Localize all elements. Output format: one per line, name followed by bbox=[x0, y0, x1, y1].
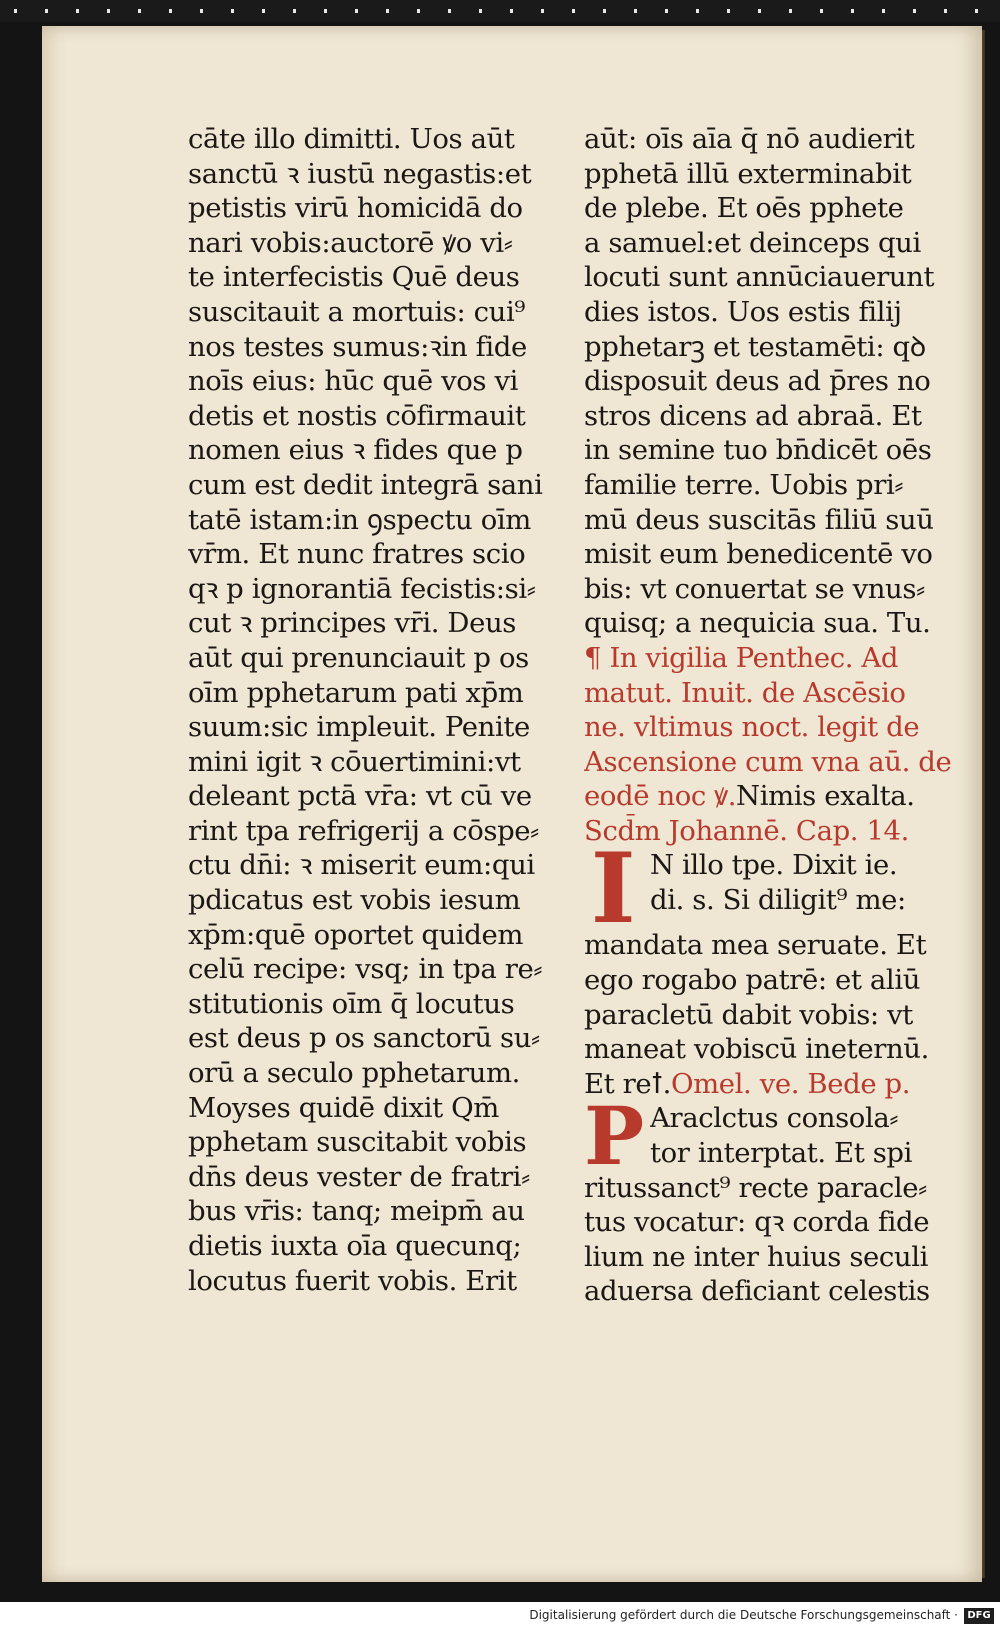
homily-rubric: Omel. ve. Bede p. bbox=[670, 1067, 911, 1100]
rubric-line bbox=[584, 779, 954, 814]
gospel-heading: Scd̄m Johannē. Cap. 14. bbox=[584, 814, 909, 847]
funding-notice: Digitalisierung gefördert durch die Deutsche Forschungsgemeinschaft · bbox=[529, 1608, 958, 1622]
text-line: suum:sic impleuit. Penite bbox=[188, 711, 530, 744]
text-line: aduersa deficiant celestis bbox=[584, 1275, 930, 1308]
text-line: cāte illo dimitti. Uos aūt bbox=[188, 123, 515, 155]
rubric-line: ¶ In vigilia Penthec. Ad bbox=[584, 641, 899, 674]
rubric-line: Ascensione cum vna aū. de bbox=[584, 745, 952, 778]
gospel-paragraph bbox=[584, 848, 954, 928]
text-line: est deus p os sanctorū su⸗ bbox=[188, 1022, 540, 1055]
text-line: mū deus suscitās filiū suū bbox=[584, 503, 934, 536]
text-line: petistis virū homicidā do bbox=[188, 192, 523, 225]
text-line: locutus fuerit vobis. Erit bbox=[188, 1264, 517, 1297]
text-line: sanctū ꝛ iustū negastis:et bbox=[188, 157, 532, 190]
text-line: tus vocatur: qꝛ corda fide bbox=[584, 1206, 930, 1239]
text-line: stros dicens ad abraā. Et bbox=[584, 399, 922, 432]
text-line: noīs eius: hūc quē vos vi bbox=[188, 365, 518, 398]
text-line: Araclctus consola⸗ bbox=[650, 1102, 899, 1135]
text-line: vr̄m. Et nunc fratres scio bbox=[188, 538, 526, 571]
digitization-footer bbox=[0, 1602, 1000, 1632]
drop-initial-i: I bbox=[590, 848, 636, 929]
text-line: bis: vt conuertat se vnus⸗ bbox=[584, 572, 925, 605]
text-line: maneat vobiscū ineternū. bbox=[584, 1033, 929, 1066]
text-line: oīm pphetarum pati xp̄m bbox=[188, 676, 524, 709]
text-line: ritussanct⁹ recte paracle⸗ bbox=[584, 1171, 927, 1204]
text-line: locuti sunt annūciauerunt bbox=[584, 261, 935, 294]
text-line: aūt qui prenunciauit p os bbox=[188, 641, 529, 674]
text-line bbox=[584, 1067, 954, 1102]
text-line: Moyses quidē dixit Qm̄ bbox=[188, 1091, 499, 1124]
text-line: quisq; a nequicia sua. Tu. bbox=[584, 607, 931, 640]
text-line: dietis iuxta oīa quecunq; bbox=[188, 1230, 522, 1262]
text-line: in semine tuo bn̄dicēt oēs bbox=[584, 434, 932, 467]
text-line: suscitauit a mortuis: cui⁹ bbox=[188, 295, 526, 328]
rubric-line: matut. Inuit. de Ascēsio bbox=[584, 676, 906, 709]
text-line: ego rogabo patrē: et aliū bbox=[584, 964, 921, 997]
text-fragment: Et reꝉ. bbox=[584, 1067, 671, 1100]
responsory-incipit: Nimis exalta. bbox=[736, 780, 915, 813]
drop-initial-p: P bbox=[584, 1101, 644, 1171]
rubric-text: eodē noc ꝟ. bbox=[584, 780, 737, 813]
text-line: nari vobis:auctorē ꝟo vi⸗ bbox=[188, 226, 513, 259]
text-line: familie terre. Uobis pri⸗ bbox=[584, 468, 904, 501]
text-line: bus vr̄is: tanq; meipm̄ au bbox=[188, 1195, 525, 1228]
text-line: cut ꝛ principes vr̄i. Deus bbox=[188, 607, 516, 640]
text-line: de plebe. Et oēs pphete bbox=[584, 192, 904, 225]
text-line: detis et nostis cōfirmauit bbox=[188, 399, 526, 432]
text-line: pphetarꝫ et testamēti: qꝺ bbox=[584, 330, 926, 363]
text-line: celū recipe: vsq; in tpa re⸗ bbox=[188, 953, 543, 986]
text-line: xp̄m:quē oportet quidem bbox=[188, 918, 524, 951]
left-text-column bbox=[188, 122, 558, 1298]
rubric-line: ne. vltimus noct. legit de bbox=[584, 711, 920, 744]
text-line: qꝛ p ignorantiā fecistis:si⸗ bbox=[188, 572, 536, 605]
text-line: paracletū dabit vobis: vt bbox=[584, 998, 913, 1031]
right-text-column bbox=[584, 122, 954, 1309]
text-line: misit eum benedicentē vo bbox=[584, 538, 933, 571]
text-line: mini igit ꝛ cōuertimini:vt bbox=[188, 745, 521, 778]
text-line: lium ne inter huius seculi bbox=[584, 1240, 929, 1273]
text-line: di. s. Si diligit⁹ me: bbox=[650, 884, 906, 917]
text-line: pphetā illū exterminabit bbox=[584, 157, 912, 190]
text-line: N illo tpe. Dixit ie. bbox=[650, 849, 898, 882]
text-line: nos testes sumus:ꝛin fide bbox=[188, 330, 527, 363]
text-line: mandata mea seruate. Et bbox=[584, 929, 927, 962]
text-line: te interfecistis Quē deus bbox=[188, 261, 520, 294]
text-line: a samuel:et deinceps qui bbox=[584, 226, 921, 259]
text-line: cum est dedit integrā sani bbox=[188, 468, 543, 501]
text-line: aūt: oīs aīa q̄ nō audierit bbox=[584, 123, 915, 155]
text-line: deleant pctā vr̄a: vt cū ve bbox=[188, 780, 532, 813]
text-line: dn̄s deus vester de fratri⸗ bbox=[188, 1160, 530, 1193]
text-line: ctu dn̄i: ꝛ miserit eum:qui bbox=[188, 849, 535, 882]
text-line: stitutionis oīm q̄ locutus bbox=[188, 987, 515, 1020]
dfg-logo: DFG bbox=[964, 1608, 994, 1624]
text-line: nomen eius ꝛ fides que p bbox=[188, 434, 523, 467]
text-line: orū a seculo pphetarum. bbox=[188, 1057, 520, 1090]
text-line: disposuit deus ad p̄res no bbox=[584, 365, 931, 398]
film-strip-border bbox=[0, 0, 1000, 22]
text-line: tatē istam:in ꝯspectu oīm bbox=[188, 503, 531, 536]
homily-paragraph bbox=[584, 1101, 954, 1170]
text-line: rint tpa refrigerij a cōspe⸗ bbox=[188, 814, 539, 847]
text-line: pphetam suscitabit vobis bbox=[188, 1126, 527, 1159]
text-line: tor interptat. Et spi bbox=[650, 1137, 913, 1170]
text-line: pdicatus est vobis iesum bbox=[188, 884, 521, 917]
text-line: dies istos. Uos estis filij bbox=[584, 295, 902, 328]
